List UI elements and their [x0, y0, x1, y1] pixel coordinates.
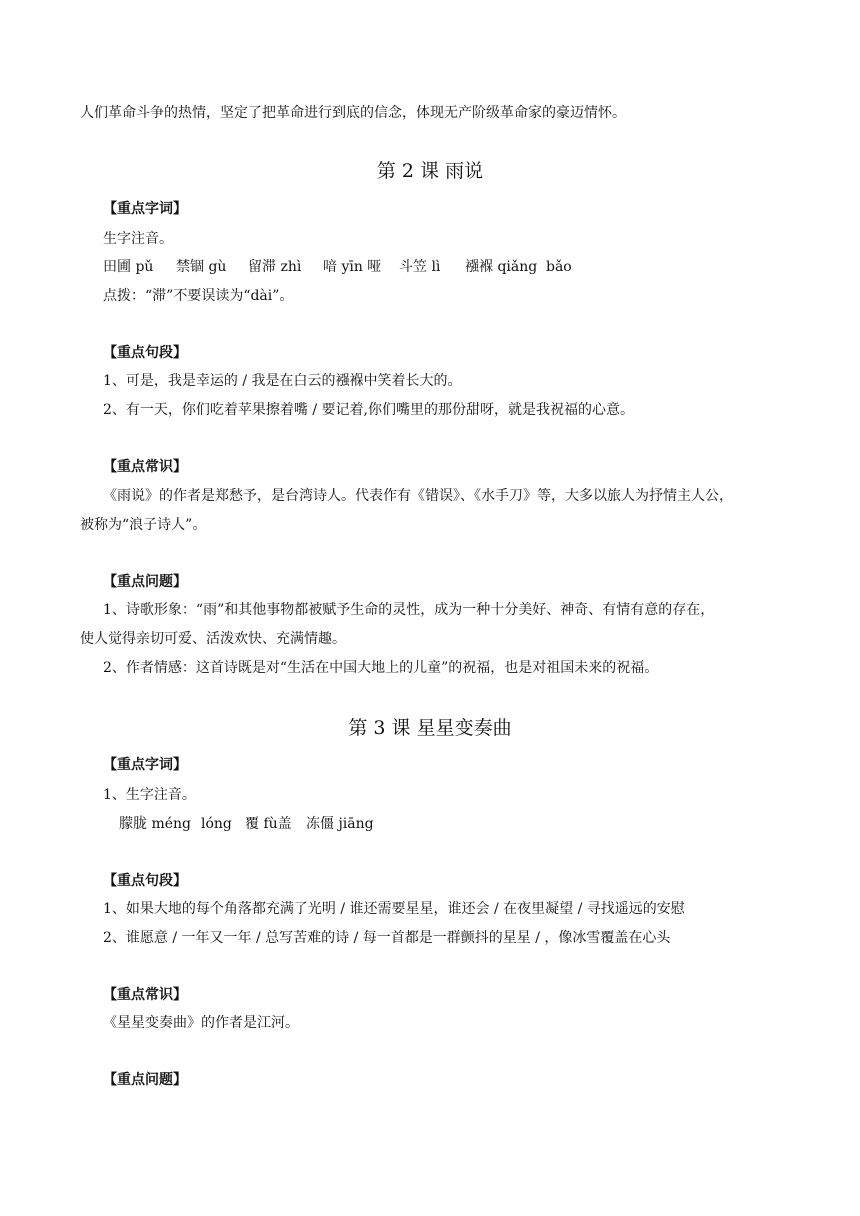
- lesson2-knowledge-line: 《雨说》的作者是郑愁予，是台湾诗人。代表作有《错误》、《水手刀》等，大多以旅人为抒情主人公，: [103, 488, 733, 504]
- lesson3-sentence: 1、如果大地的每个角落都充满了光明 / 谁还需要星星，谁还会 / 在夜里凝望 / 寻找遥远的安慰: [103, 901, 685, 917]
- lesson2-sentences-heading: 【重点句段】: [103, 345, 187, 361]
- lesson2-question-line: 2、作者情感：这首诗既是对“生活在中国大地上的儿童”的祝福，也是对祖国未来的祝福。: [103, 660, 659, 676]
- lesson2-question-line: 使人觉得亲切可爱、活泼欢快、充满情趣。: [80, 631, 346, 647]
- lesson2-sentence: 2、有一天，你们吃着苹果擦着嘴 / 要记着,你们嘴里的那份甜呀，就是我祝福的心意。: [103, 402, 634, 418]
- lesson3-title: 第 3 课 星星变奏曲: [348, 717, 512, 739]
- word-item: 禁锢 gù: [176, 259, 227, 275]
- lesson3-words-heading: 【重点字词】: [103, 757, 187, 773]
- word-item: 斗笠 lì: [399, 259, 441, 275]
- word-item: 朦胧 méng: [119, 816, 191, 832]
- lesson2-knowledge-line: 被称为“浪子诗人”。: [80, 517, 207, 533]
- lesson2-sentence: 1、可是，我是幸运的 / 我是在白云的襁褓中笑着长大的。: [103, 373, 462, 389]
- lesson2-question-line: 1、诗歌形象：“雨”和其他事物都被赋予生命的灵性，成为一种十分美好、神奇、有情有意的存在，: [103, 602, 715, 618]
- lesson2-title: 第 2 课 雨说: [376, 160, 484, 182]
- word-item: 田圃 pǔ: [103, 259, 154, 275]
- lesson3-knowledge-heading: 【重点常识】: [103, 987, 187, 1003]
- lesson3-knowledge-line: 《星星变奏曲》的作者是江河。: [103, 1015, 299, 1031]
- lesson2-questions-heading: 【重点问题】: [103, 574, 187, 590]
- intro-line: 人们革命斗争的热情，坚定了把革命进行到底的信念，体现无产阶级革命家的豪迈情怀。: [80, 105, 626, 121]
- lesson3-sentences-heading: 【重点句段】: [103, 873, 187, 889]
- word-item: bǎo: [546, 259, 572, 275]
- word-item: 襁褓 qiǎng: [465, 259, 538, 275]
- lesson2-words-note: 点拨：“滞”不要误读为“dài”。: [103, 288, 294, 304]
- lesson3-sentence: 2、谁愿意 / 一年又一年 / 总写苦难的诗 / 每一首都是一群颤抖的星星 / ，像冰雪覆盖在心头: [103, 930, 671, 946]
- word-item: 冻僵 jiāng: [306, 816, 374, 832]
- lesson2-words-intro: 生字注音。: [103, 231, 173, 247]
- lesson2-words-heading: 【重点字词】: [103, 201, 187, 217]
- word-item: 喑 yīn 哑: [323, 259, 382, 275]
- word-item: 覆 fù盖: [245, 816, 292, 832]
- word-item: lóng: [201, 816, 232, 832]
- lesson3-questions-heading: 【重点问题】: [103, 1072, 187, 1088]
- lesson3-words-intro: 1、生字注音。: [103, 787, 196, 803]
- word-item: 留滞 zhì: [248, 259, 302, 275]
- lesson2-knowledge-heading: 【重点常识】: [103, 459, 187, 475]
